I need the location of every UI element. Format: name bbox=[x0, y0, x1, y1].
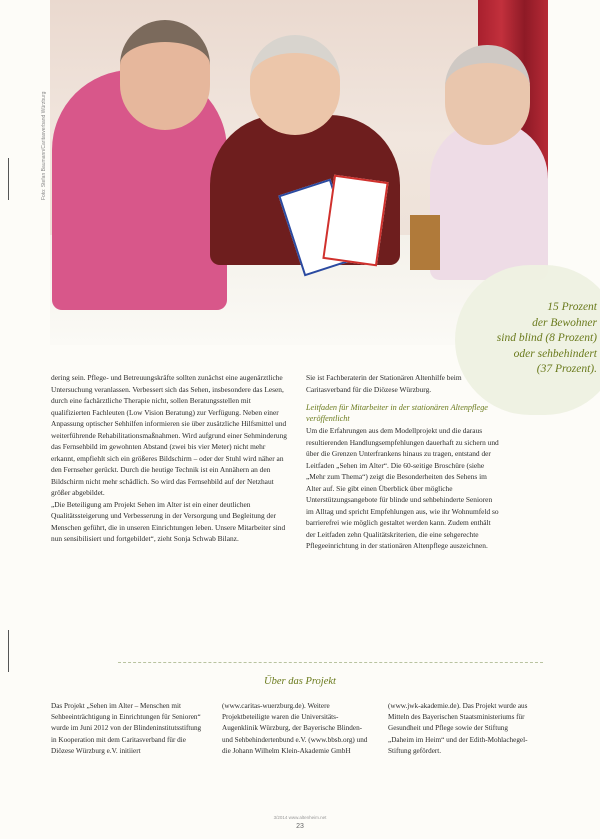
article-column-1 bbox=[51, 372, 289, 545]
body-paragraph: dering sein. Pflege- und Betreuungskräfte sollten zunächst eine augenärztliche Untersuchung veranlassen. Verbessert sich das Sehen, insbesondere das Lesen, durch eine fachärztliche Therapie nicht, sollen Beratungsstellen mit qualifizierten Fachleuten (Low Vision Beratung) zur Verfügung. Neben einer Anpassung optischer Sehhilfen informieren sie über zusätzliche Hilfsmittel und weiterführende Rehabilitationsmaßnahmen. Wird aufgrund einer Sehminderung das Fernsehbild im gewohnten Abstand (zwei bis vier Meter) nicht mehr erkannt, empfiehlt sich ein größeres Bildschirm – oder der Stuhl wird näher an den Fernseher gerückt. Durch die heutige Technik ist ein Annähern an den Bildschirm nicht mehr schädlich. So wird das Fernsehbild auf der Netzhaut größer abgebildet. bbox=[51, 373, 287, 497]
body-paragraph: Um die Erfahrungen aus dem Modellprojekt und die daraus resultierenden Handlungsempfehlungen dauerhaft zu sichern und über die Grenzen Unterfrankens hinaus zu tragen, entstand der Leitfaden „Sehen im Alter“. Die 60-seitige Broschüre (siehe „Mehr zum Thema“) zeigt die Besonderheiten des Sehens im Alter auf. Sie gibt einen Überblick über mögliche Unterstützungsangebote für blinde und sehbehinderte Senioren im Alltag und spricht Empfehlungen aus, wie ihr Wohnumfeld so barrierefrei wie möglich gestaltet werden kann. Zudem enthält der Leitfaden zehn Qualitätskriterien, die eine sehgerechte Pflegeeinrichtung in der stationären Altenpflege auszeichnen. bbox=[306, 426, 499, 550]
section-subhead: Leitfaden für Mitarbeiter in der stationären Altenpflege veröffentlicht bbox=[306, 403, 488, 423]
margin-rule bbox=[8, 630, 9, 672]
article-column-2 bbox=[306, 372, 501, 552]
box-column-2: (www.caritas-wuerzburg.de). Weitere Projektbeteiligte waren die Universitäts-Augenklinik Würzburg, der Bayerische Blinden- und Sehbehindertenbund e.V. (www.bbsb.org) und die Johann Wilhelm Klein-Akademie GmbH bbox=[222, 702, 368, 755]
margin-rule bbox=[8, 158, 9, 200]
page-number: 23 bbox=[296, 823, 304, 830]
callout-line: 15 Prozent bbox=[547, 301, 597, 313]
photo-woman-left-head bbox=[120, 20, 210, 130]
photo-woman-center-head bbox=[250, 35, 340, 135]
photo-playing-card bbox=[322, 175, 388, 267]
callout-line: (37 Prozent). bbox=[536, 363, 597, 375]
callout-line: sind blind (8 Prozent) bbox=[496, 332, 597, 344]
body-paragraph: Sie ist Fachberaterin der Stationären Altenhilfe beim Caritasverband für die Diözese Würzburg. bbox=[306, 373, 462, 394]
box-column-1: Das Projekt „Sehen im Alter – Menschen mit Sehbeeinträchtigung in Einrichtungen für Senioren“ wurde im Juni 2012 von der Blindeninstitutsstiftung in Kooperation mit dem Caritasverband für die Diözese Würzburg e.V. initiiert bbox=[51, 702, 202, 755]
box-title: Über das Projekt bbox=[264, 676, 336, 687]
callout-line: der Bewohner bbox=[532, 316, 597, 329]
callout-line: oder sehbehindert bbox=[513, 347, 597, 360]
photo-woman-right-head bbox=[445, 45, 530, 145]
section-divider bbox=[118, 662, 543, 663]
box-column-3: (www.jwk-akademie.de). Das Projekt wurde aus Mitteln des Bayerischen Staatsministeriums für Gesundheit und Pflege sowie der Stiftung „Daheim im Heim“ und der Edith-Mohlachegel-Stiftung gefördert. bbox=[388, 702, 528, 755]
callout-text bbox=[462, 300, 597, 378]
quote-paragraph: „Die Beteiligung am Projekt Sehen im Alter ist ein einer deutlichen Qualitätssteigerung und Verbesserung in der Versorgung und Begleitung der Menschen geführt, die in unseren Einrichtungen leben. Unsere Mitarbeiter sind nun sensibilisiert und fortgebildet“, zieht Sonja Schwab Bilanz. bbox=[51, 499, 286, 543]
footer-url: 3/2014 www.altenheim.net bbox=[273, 815, 327, 820]
photo-card-holder bbox=[410, 215, 440, 270]
photo-credit: Foto: Stefan Baumann/Caritasverband Würzburg bbox=[41, 91, 47, 200]
